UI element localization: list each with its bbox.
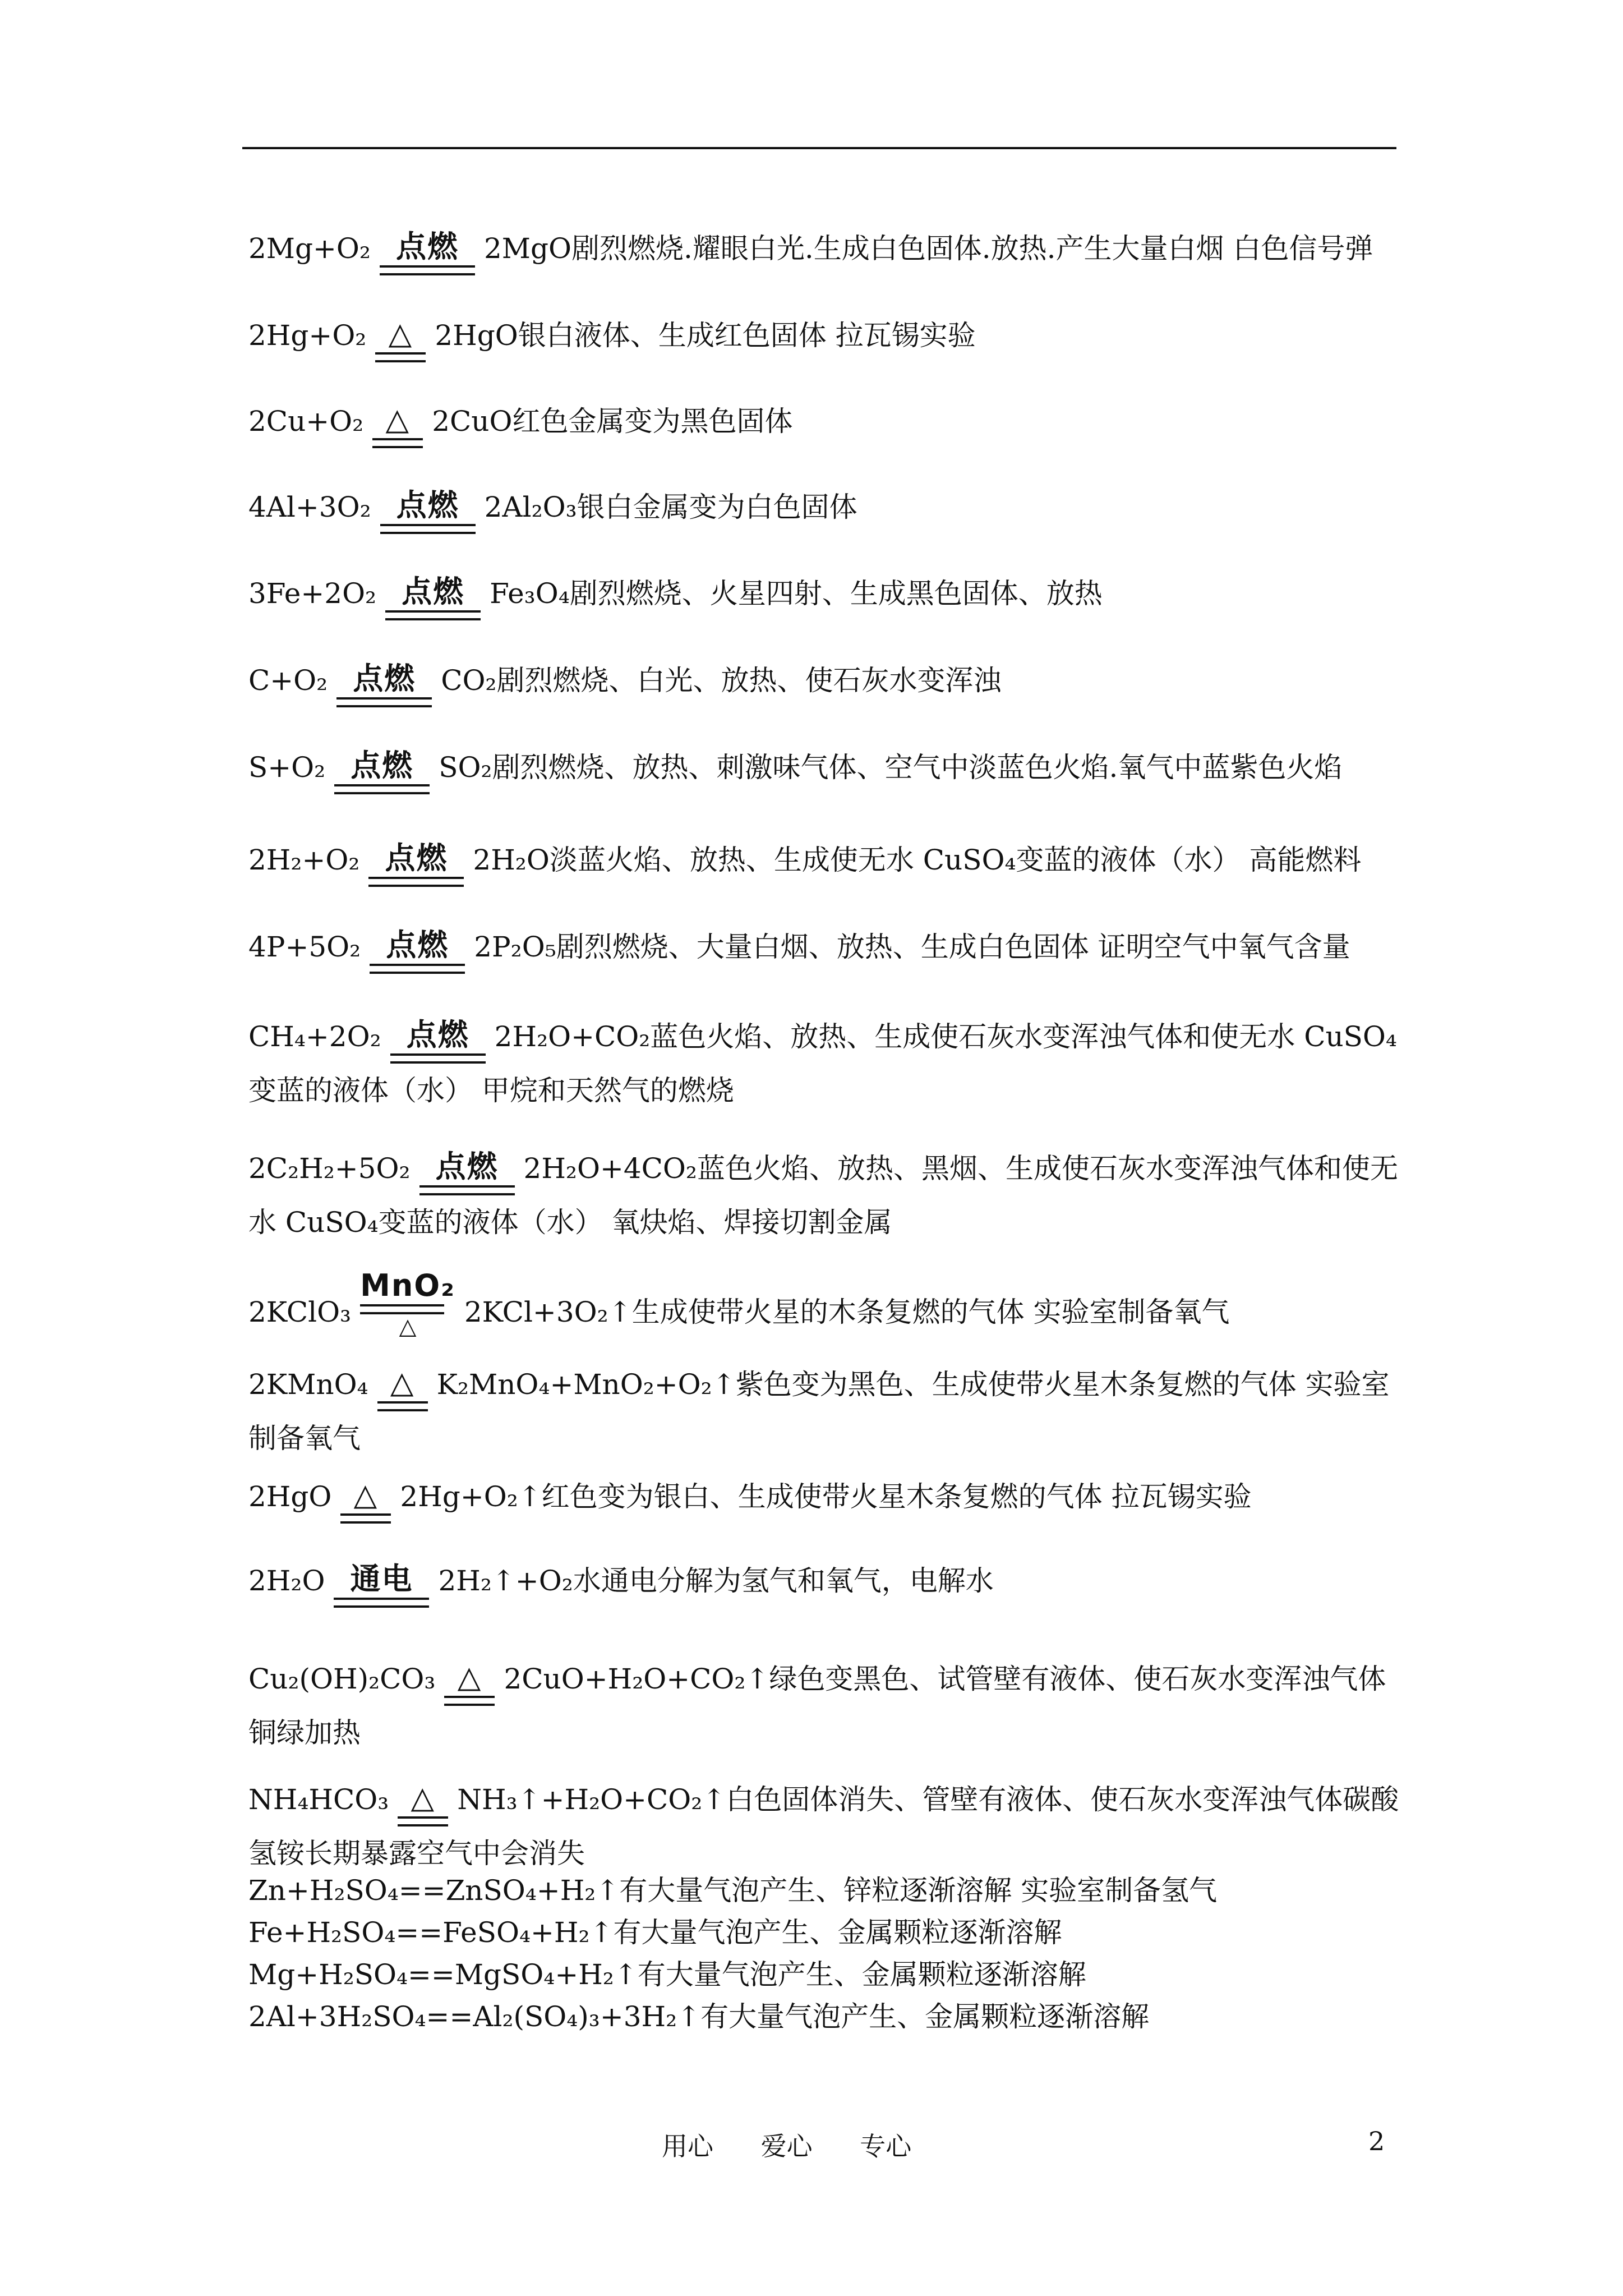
reaction-entry [248, 833, 1401, 887]
condition-below: △ [399, 1314, 417, 1340]
reaction-equation-line: Mg+H₂SO₄==MgSO₄+H₂↑有大量气泡产生、金属颗粒逐渐溶解 [248, 1958, 1086, 1991]
condition-label: MnO₂ [360, 1268, 455, 1303]
reactants: S+O₂ [248, 751, 326, 784]
reaction-condition [368, 840, 464, 887]
phenomenon-description: 剧烈燃烧.耀眼白光.生成白色固体.放热.产生大量白烟 白色信号弹 [571, 232, 1373, 265]
products: 2Al₂O₃ [484, 491, 577, 523]
reaction-condition [334, 748, 430, 794]
equals-sign [380, 265, 475, 275]
products: 2P₂O₅ [474, 931, 556, 963]
equals-sign [370, 964, 465, 974]
condition-label: 通电 [350, 1561, 413, 1596]
phenomenon-description: 生成使带火星的木条复燃的气体 实验室制备氧气 [631, 1296, 1230, 1328]
reactants: 2Hg+O₂ [248, 319, 367, 352]
reactants: 4Al+3O₂ [248, 491, 371, 523]
condition-label: 点燃 [351, 748, 414, 783]
reaction-condition [444, 1659, 495, 1706]
reactants: 3Fe+2O₂ [248, 577, 377, 610]
phenomenon-description: 银白液体、生成红色固体 拉瓦锡实验 [518, 319, 976, 352]
equals-sign [380, 524, 476, 534]
phenomenon-description: 剧烈燃烧、白光、放热、使石灰水变浑浊 [496, 664, 1002, 697]
reactants: Cu₂(OH)₂CO₃ [248, 1663, 436, 1695]
products: 2CuO [432, 405, 513, 438]
header-rule [242, 147, 1396, 149]
phenomenon-description: 紫色变为黑色、生成使带火星木条复燃的气体 实验室制备氧气 [248, 1368, 1390, 1455]
phenomenon-description: 银白金属变为白色固体 [577, 491, 857, 523]
condition-label: 点燃 [353, 661, 416, 696]
phenomenon-description: 红色金属变为黑色固体 [512, 405, 793, 438]
reaction-entry [248, 567, 1401, 620]
reaction-entry [248, 1652, 1401, 1760]
condition-label: 点燃 [396, 487, 459, 523]
reaction-entry [248, 1554, 1401, 1608]
page-footer [0, 2126, 1623, 2171]
reactants: 2C₂H₂+5O₂ [248, 1152, 411, 1185]
reactants: CH₄+2O₂ [248, 1020, 381, 1053]
equals-sign [444, 1696, 495, 1706]
reaction-condition [340, 1477, 391, 1524]
phenomenon-description: 白色固体消失、管壁有液体、使石灰水变浑浊气体碳酸氢铵长期暴露空气中会消失 [248, 1783, 1399, 1870]
reactants: 2KClO₃ [248, 1296, 352, 1328]
products: 2H₂O+CO₂ [494, 1020, 651, 1053]
equals-sign [336, 697, 432, 707]
equals-sign [419, 1185, 515, 1195]
products: SO₂ [439, 751, 492, 784]
phenomenon-description: 绿色变黑色、试管壁有液体、使石灰水变浑浊气体 铜绿加热 [248, 1663, 1386, 1749]
products: 2MgO [483, 232, 571, 265]
reaction-condition [380, 487, 476, 534]
reactants: 2HgO [248, 1480, 332, 1513]
reaction-condition [380, 229, 475, 275]
phenomenon-description: 蓝色火焰、放热、黑烟、生成使石灰水变浑浊气体和使无水 CuSO₄变蓝的液体（水） 氧炔焰、焊接切割金属 [248, 1152, 1398, 1239]
phenomenon-description: 红色变为银白、生成使带火星木条复燃的气体 拉瓦锡实验 [541, 1480, 1252, 1513]
condition-label: 点燃 [406, 1017, 469, 1052]
condition-label: △ [457, 1659, 482, 1695]
reaction-entry [248, 1773, 1401, 1880]
condition-label: △ [411, 1780, 436, 1815]
reaction-condition [377, 1365, 428, 1411]
reaction-entry [248, 1010, 1401, 1117]
products: 2H₂↑+O₂ [438, 1565, 573, 1597]
reaction-entry [248, 1470, 1401, 1524]
reaction-entry [248, 1268, 1401, 1340]
reaction-condition [419, 1149, 515, 1195]
reaction-condition [334, 1561, 429, 1608]
reaction-condition [336, 661, 432, 707]
condition-label: △ [385, 402, 410, 437]
products: 2HgO [435, 319, 518, 352]
condition-label: 点燃 [386, 927, 449, 963]
phenomenon-description: 剧烈燃烧、大量白烟、放热、生成白色固体 证明空气中氧气含量 [556, 931, 1350, 963]
equals-sign [360, 1304, 444, 1314]
reactants: 2Mg+O₂ [248, 232, 371, 265]
products: K₂MnO₄+MnO₂+O₂↑ [436, 1368, 736, 1401]
condition-label: 点燃 [395, 229, 459, 264]
reaction-condition [370, 927, 465, 974]
reactants: 2H₂O [248, 1565, 325, 1597]
reaction-entry [248, 394, 1401, 448]
equals-sign [375, 352, 426, 362]
reactants: 2H₂+O₂ [248, 844, 360, 876]
condition-label: 点燃 [435, 1149, 499, 1184]
condition-label: 点燃 [402, 574, 465, 609]
equals-sign [334, 1598, 429, 1608]
reaction-condition [360, 1268, 455, 1340]
reactants: 2KMnO₄ [248, 1368, 368, 1401]
products: Fe₃O₄ [490, 577, 570, 610]
reaction-condition [390, 1017, 486, 1064]
reaction-entry [248, 1358, 1401, 1465]
reaction-condition [375, 316, 426, 362]
phenomenon-description: 淡蓝火焰、放热、生成使无水 CuSO₄变蓝的液体（水） 高能燃料 [549, 844, 1362, 876]
condition-label: △ [353, 1477, 379, 1512]
equals-sign [398, 1816, 448, 1826]
reactants: 4P+5O₂ [248, 931, 361, 963]
reaction-entry [248, 654, 1401, 707]
reaction-entry [248, 1142, 1401, 1249]
products: NH₃↑+H₂O+CO₂↑ [457, 1783, 726, 1816]
equals-sign [372, 438, 423, 448]
reactants: NH₄HCO₃ [248, 1783, 389, 1816]
condition-label: 点燃 [385, 840, 448, 876]
reaction-entry [248, 222, 1401, 275]
products: 2Hg+O₂↑ [400, 1480, 542, 1513]
reaction-entry [248, 480, 1401, 534]
reaction-equation-line: Fe+H₂SO₄==FeSO₄+H₂↑有大量气泡产生、金属颗粒逐渐溶解 [248, 1916, 1062, 1949]
products: CO₂ [441, 664, 497, 697]
phenomenon-description: 水通电分解为氢气和氧气，电解水 [573, 1565, 994, 1597]
phenomenon-description: 剧烈燃烧、火星四射、生成黑色固体、放热 [569, 577, 1103, 610]
equals-sign [368, 877, 464, 887]
products: 2KCl+3O₂↑ [464, 1296, 632, 1328]
condition-label: △ [390, 1365, 415, 1400]
equals-sign [377, 1401, 428, 1411]
reaction-condition [372, 404, 423, 448]
phenomenon-description: 蓝色火焰、放热、生成使石灰水变浑浊气体和使无水 CuSO₄变蓝的液体（水） 甲烷和天然气的燃烧 [248, 1020, 1397, 1107]
reactants: 2Cu+O₂ [248, 405, 364, 438]
reaction-equation-line: 2Al+3H₂SO₄==Al₂(SO₄)₃+3H₂↑有大量气泡产生、金属颗粒逐渐溶解 [248, 2000, 1150, 2033]
equals-sign [340, 1513, 391, 1524]
reaction-entry [248, 309, 1401, 362]
reaction-equation-line: Zn+H₂SO₄==ZnSO₄+H₂↑有大量气泡产生、锌粒逐渐溶解 实验室制备氢气 [248, 1874, 1218, 1907]
reaction-entry [248, 740, 1401, 794]
footer-motto: 用心 爱心 专心 [662, 2131, 912, 2161]
condition-label: △ [388, 316, 413, 351]
reaction-entry [248, 920, 1401, 974]
equals-sign [390, 1053, 486, 1064]
page-number: 2 [1368, 2126, 1385, 2156]
products: 2H₂O [473, 844, 550, 876]
products: 2CuO+H₂O+CO₂↑ [504, 1663, 769, 1695]
equals-sign [385, 610, 481, 620]
reactants: C+O₂ [248, 664, 328, 697]
equals-sign [334, 784, 430, 794]
products: 2H₂O+4CO₂ [523, 1152, 697, 1185]
phenomenon-description: 剧烈燃烧、放热、刺激味气体、空气中淡蓝色火焰.氧气中蓝紫色火焰 [492, 751, 1343, 784]
reaction-condition [385, 574, 481, 620]
reaction-condition [398, 1780, 448, 1826]
